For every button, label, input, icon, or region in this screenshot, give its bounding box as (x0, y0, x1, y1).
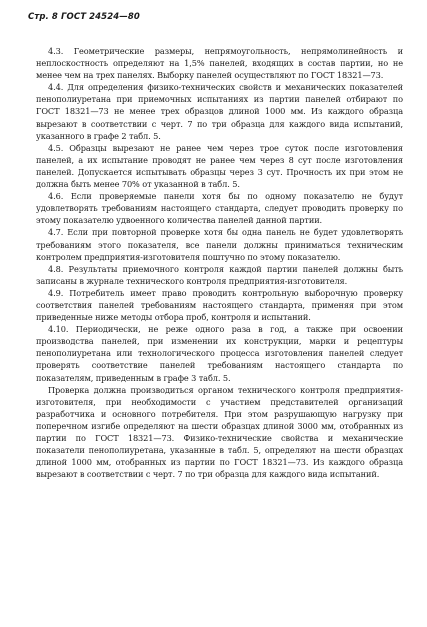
page-header: Стр. 8 ГОСТ 24524—80 (28, 12, 140, 22)
paragraph-4-9: 4.9. Потребитель имеет право проводить контрольную выборочную проверку соответствия панелей требованиям настоящего стандарта, применяя при этом приведенные ниже методы отбора проб, контроля и испытаний. (36, 287, 403, 323)
paragraph-4-4: 4.4. Для определения физико-технических свойств и механических показателей пенополиуретана при приемочных испытаниях из партии панелей отбирают по ГОСТ 18321—73 не менее трех образцов длиной 1000 мм. Из каждого образца вырезают в соответствии с черт. 7 по три образца для каждого вида испытаний, указанного в графе 2 табл. 5. (36, 82, 403, 141)
document-body (36, 45, 403, 480)
paragraph-4-3: 4.3. Геометрические размеры, непрямоугольность, непрямолинейность и неплоскостность определяют на 1,5% панелей, входящих в состав партии, но не менее чем на трех панелях. Выборку панелей осуществляют по ГОСТ 18321—73. (36, 46, 403, 81)
paragraph-4-6: 4.6. Если проверяемые панели хотя бы по одному показателю не будут удовлетворять требованиям настоящего стандарта, следует проводить проверку по этому показателю удвоенного количества панелей данной партии. (36, 191, 403, 226)
paragraph-verification: Проверка должна производиться органом технического контроля предприятия-изготовителя, при необходимости с участием представителей организаций разработчика и основного потребителя. При этом разрушающую нагрузку при поперечном изгибе определяют на шести образцах длиной 3000 мм, отобранных из партии по ГОСТ 18321—73. Физико-технические свойства и механические показатели пенополиуретана, указанные в табл. 5, определяют на шести образцах длиной 1000 мм, отобранных из партии по ГОСТ 18321—73. Из каждого образца вырезают в соответствии с черт. 7 по три образца для каждого вида испытаний. (36, 384, 403, 480)
paragraph-4-7: 4.7. Если при повторной проверке хотя бы одна панель не будет удовлетворять требованиям этого показателя, все панели должны приниматься техническим контролем предприятия-изготовителя поштучно по этому показателю. (36, 227, 403, 262)
paragraph-4-10: 4.10. Периодически, не реже одного раза в год, а также при освоении производства панелей, при изменении их конструкции, марки и рецептуры пенополиуретана или технологического процесса изготовления панелей следует проверять соответствие панелей требованиям настоящего стандарта по показателям, приведенным в графе 3 табл. 5. (36, 324, 403, 383)
paragraph-4-5: 4.5. Образцы вырезают не ранее чем через трое суток после изготовления панелей, а их испытание проводят не ранее чем через 8 сут после изготовления панелей. Допускается испытывать образцы через 3 сут. Прочность их при этом не должна быть менее 70% от указанной в табл. 5. (36, 142, 403, 190)
paragraph-4-8: 4.8. Результаты приемочного контроля каждой партии панелей должны быть записаны в журнале технического контроля предприятия-изготовителя. (36, 263, 403, 286)
